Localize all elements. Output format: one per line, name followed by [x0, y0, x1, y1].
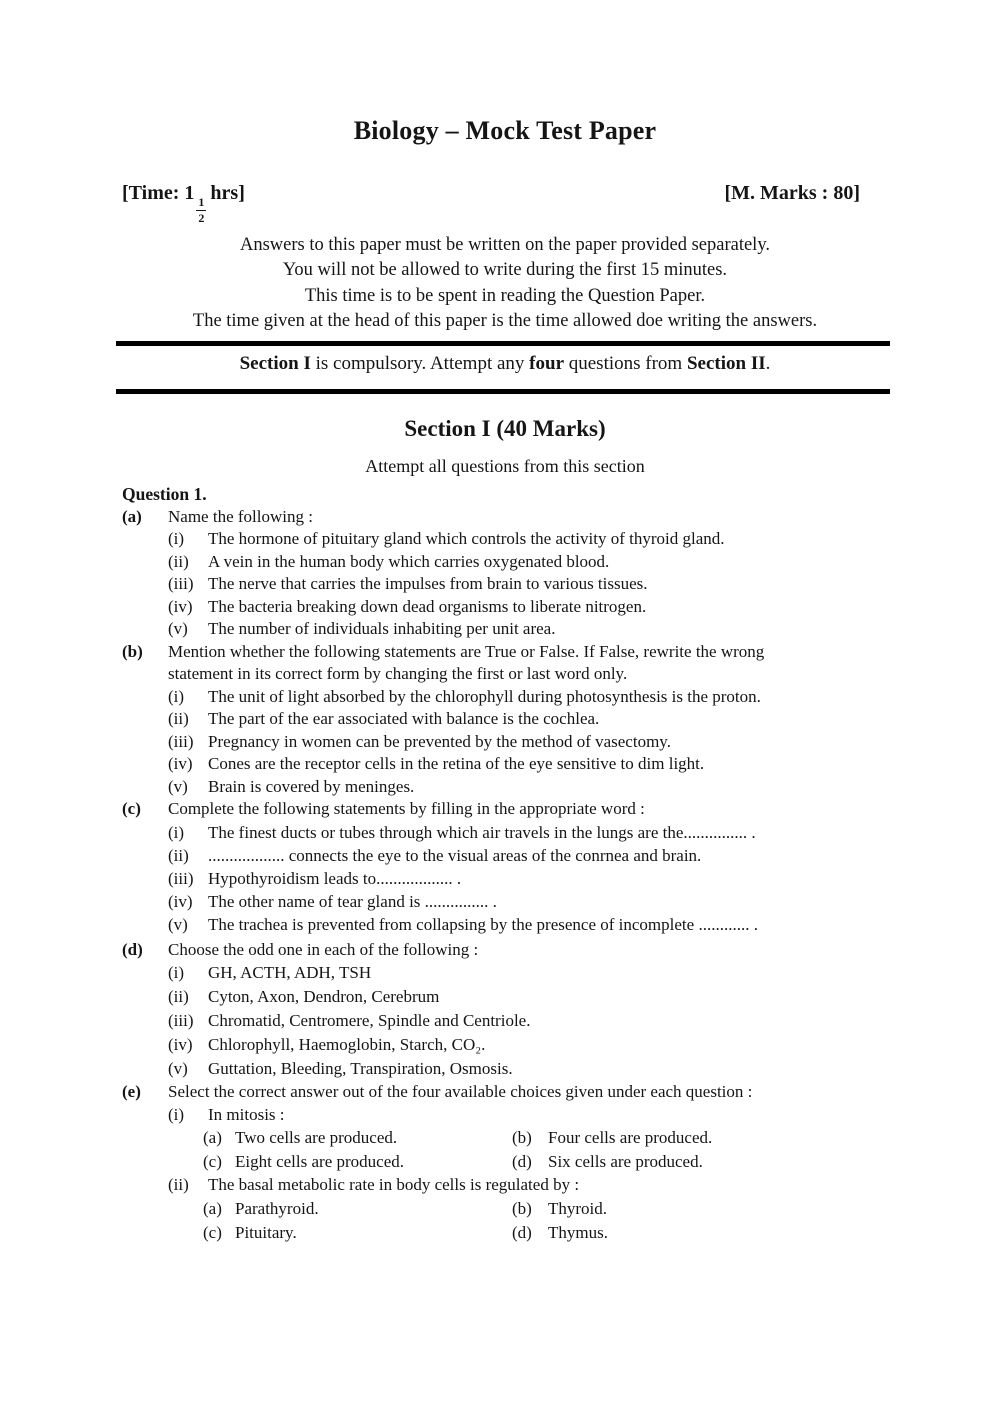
- sub-question-text: The trachea is prevented from collapsing by the presence of incomplete ............ .: [208, 914, 758, 934]
- sub-question: [168, 985, 888, 1009]
- question-1: [122, 484, 888, 1245]
- instruction-line: You will not be allowed to write during the first 15 minutes.: [282, 260, 728, 281]
- sub-question-text: Chromatid, Centromere, Spindle and Centriole.: [208, 1011, 531, 1031]
- part-prompt: Choose the odd one in each of the following :: [168, 939, 479, 959]
- part-prompt: Name the following :: [168, 506, 313, 526]
- divider-bottom: [116, 389, 890, 394]
- note-section-2: Section II: [686, 352, 766, 374]
- sub-question-text: Cones are the receptor cells in the retina of the eye sensitive to dim light.: [208, 754, 705, 774]
- option-marker: (a): [203, 1128, 222, 1148]
- sub-question: [168, 596, 888, 619]
- sub-question: [168, 1033, 888, 1057]
- sub-question-text: Guttation, Bleeding, Transpiration, Osmosis.: [208, 1059, 513, 1079]
- sub-question-text: The nerve that carries the impulses from brain to various tissues.: [208, 574, 648, 594]
- time-suffix: hrs]: [210, 182, 245, 204]
- part-prompt: Complete the following statements by filling in the appropriate word :: [168, 799, 645, 819]
- sub-question-text: A vein in the human body which carries oxygenated blood.: [208, 551, 610, 571]
- option-text: Two cells are produced.: [235, 1128, 398, 1148]
- sub-question: [168, 1174, 888, 1245]
- part-marker: (b): [122, 641, 143, 661]
- sub-question-marker: (iii): [168, 1011, 194, 1031]
- sub-question: [168, 618, 888, 641]
- sub-question-body: [203, 1104, 888, 1175]
- sub-question-marker: (iii): [168, 731, 194, 751]
- time-fraction: [196, 196, 206, 225]
- sub-question: [168, 1057, 888, 1081]
- sub-question-marker: (ii): [168, 845, 189, 865]
- part-marker: (e): [122, 1082, 141, 1102]
- sub-question-text: .................. connects the eye to the visual areas of the conrnea and brain.: [208, 845, 702, 865]
- option-marker: (d): [512, 1222, 532, 1242]
- sub-question-text: GH, ACTH, ADH, TSH: [208, 963, 372, 983]
- option-row: [203, 1150, 888, 1174]
- option-text: Thymus.: [548, 1222, 608, 1242]
- sub-question-marker: (iii): [168, 574, 194, 594]
- compulsory-note: [122, 352, 888, 375]
- sub-question-text: The unit of light absorbed by the chlorophyll during photosynthesis is the proton.: [208, 686, 761, 706]
- part-body: [168, 1081, 888, 1245]
- sub-question-text: Hypothyroidism leads to.................. .: [208, 868, 462, 888]
- sub-question-text: The part of the ear associated with balance is the cochlea.: [208, 709, 600, 729]
- option-row: [203, 1197, 888, 1221]
- section-subheading: Attempt all questions from this section: [365, 455, 645, 476]
- sub-question-body: [203, 1174, 888, 1245]
- sub-question-marker: (ii): [168, 709, 189, 729]
- question-part-a: [122, 506, 888, 641]
- part-marker: (d): [122, 939, 143, 959]
- sub-question-text: Chlorophyll, Haemoglobin, Starch, CO₂.: [208, 1035, 486, 1055]
- sub-question-marker: (iv): [168, 891, 193, 911]
- question-part-c: [122, 798, 888, 936]
- sub-question: [168, 867, 888, 890]
- time-allowed: [122, 181, 245, 225]
- part-body: [168, 939, 888, 1082]
- option-text: Eight cells are produced.: [235, 1152, 404, 1172]
- question-part-b: [122, 641, 888, 799]
- mcq-option: [512, 1221, 888, 1245]
- general-instructions: [122, 233, 888, 335]
- sub-question-marker: (v): [168, 1059, 188, 1079]
- sub-question: [168, 708, 888, 731]
- option-row: [203, 1126, 888, 1150]
- option-text: Thyroid.: [548, 1198, 608, 1218]
- mcq-option: [512, 1150, 888, 1174]
- sub-question-text: The hormone of pituitary gland which controls the activity of thyroid gland.: [208, 529, 725, 549]
- part-marker: (c): [122, 799, 141, 819]
- divider-top: [116, 341, 890, 346]
- sub-question: [168, 1009, 888, 1033]
- sub-question-marker: (i): [168, 529, 185, 549]
- sub-question: [168, 961, 888, 985]
- instruction-line: This time is to be spent in reading the Question Paper.: [304, 285, 706, 306]
- instruction-line: Answers to this paper must be written on the paper provided separately.: [239, 234, 770, 255]
- sub-question-marker: (ii): [168, 551, 189, 571]
- sub-question-marker: (i): [168, 1104, 185, 1124]
- option-marker: (c): [203, 1222, 222, 1242]
- sub-question: [168, 1104, 888, 1175]
- sub-question-marker: (iv): [168, 596, 193, 616]
- option-marker: (b): [512, 1198, 532, 1218]
- option-marker: (c): [203, 1152, 222, 1172]
- question-part-d: [122, 939, 888, 1082]
- sub-question-marker: (v): [168, 619, 188, 639]
- option-text: Six cells are produced.: [548, 1152, 703, 1172]
- sub-question-marker: (iv): [168, 754, 193, 774]
- question-label: Question 1.: [122, 483, 207, 504]
- sub-question-text: The finest ducts or tubes through which air travels in the lungs are the............... .: [208, 822, 756, 842]
- sub-question-text: The basal metabolic rate in body cells is regulated by :: [208, 1175, 580, 1195]
- part-prompt: Select the correct answer out of the four available choices given under each question :: [168, 1082, 753, 1102]
- sub-question-text: The other name of tear gland is ............... .: [208, 891, 497, 911]
- option-text: Parathyroid.: [235, 1198, 319, 1218]
- sub-question: [168, 844, 888, 867]
- time-prefix: [Time: 1: [122, 182, 195, 204]
- option-marker: (d): [512, 1152, 532, 1172]
- mcq-option: [512, 1197, 888, 1221]
- sub-question-marker: (ii): [168, 987, 189, 1007]
- sub-question: [168, 776, 888, 799]
- part-body: [168, 641, 888, 799]
- page-title: Biology – Mock Test Paper: [353, 116, 657, 145]
- sub-question: [168, 890, 888, 913]
- mcq-option: [203, 1221, 512, 1245]
- instruction-line: The time given at the head of this paper is the time allowed doe writing the answers.: [192, 311, 818, 332]
- option-marker: (a): [203, 1198, 222, 1218]
- part-marker: (a): [122, 506, 142, 526]
- sub-question-marker: (ii): [168, 1175, 189, 1195]
- sub-question-text: In mitosis :: [208, 1104, 285, 1124]
- sub-question-text: The bacteria breaking down dead organisms to liberate nitrogen.: [208, 596, 647, 616]
- sub-question-text: Brain is covered by meninges.: [208, 776, 415, 796]
- mcq-option: [203, 1126, 512, 1150]
- note-text: is compulsory. Attempt any: [310, 352, 530, 374]
- note-text: .: [765, 352, 771, 374]
- fraction-denominator: 2: [198, 210, 205, 225]
- option-row: [203, 1221, 888, 1245]
- mcq-option: [512, 1126, 888, 1150]
- part-body: [168, 506, 888, 641]
- question-part-e: [122, 1081, 888, 1245]
- part-body: [168, 798, 888, 936]
- fraction-numerator: 1: [198, 195, 205, 209]
- sub-question-marker: (iii): [168, 868, 194, 888]
- sub-question-marker: (i): [168, 686, 185, 706]
- option-text: Four cells are produced.: [548, 1128, 713, 1148]
- option-marker: (b): [512, 1128, 532, 1148]
- sub-question-marker: (i): [168, 822, 185, 842]
- sub-question: [168, 573, 888, 596]
- mcq-option: [203, 1197, 512, 1221]
- sub-question-text: The number of individuals inhabiting per unit area.: [208, 619, 556, 639]
- sub-question: [168, 686, 888, 709]
- mcq-options: [203, 1126, 888, 1174]
- section-heading: Section I (40 Marks): [404, 415, 606, 441]
- sub-question: [168, 551, 888, 574]
- sub-question-text: Cyton, Axon, Dendron, Cerebrum: [208, 987, 440, 1007]
- mcq-option: [203, 1150, 512, 1174]
- sub-question: [168, 731, 888, 754]
- sub-question: [168, 913, 888, 936]
- sub-question-marker: (i): [168, 963, 185, 983]
- mcq-options: [203, 1197, 888, 1245]
- max-marks: [M. Marks : 80]: [724, 182, 860, 204]
- meta-row: [122, 181, 888, 225]
- sub-question-marker: (v): [168, 776, 188, 796]
- note-section-1: Section I: [239, 352, 311, 374]
- note-text: questions from: [564, 352, 687, 374]
- sub-question-marker: (iv): [168, 1035, 193, 1055]
- part-prompt: Mention whether the following statements are True or False. If False, rewrite the wrong statement in its correct form by changing the first or last word only.: [168, 641, 765, 684]
- note-four: four: [529, 352, 564, 374]
- option-text: Pituitary.: [235, 1222, 297, 1242]
- sub-question: [168, 528, 888, 551]
- sub-question: [168, 821, 888, 844]
- sub-question-text: Pregnancy in women can be prevented by the method of vasectomy.: [208, 731, 671, 751]
- sub-question-marker: (v): [168, 914, 188, 934]
- sub-question: [168, 753, 888, 776]
